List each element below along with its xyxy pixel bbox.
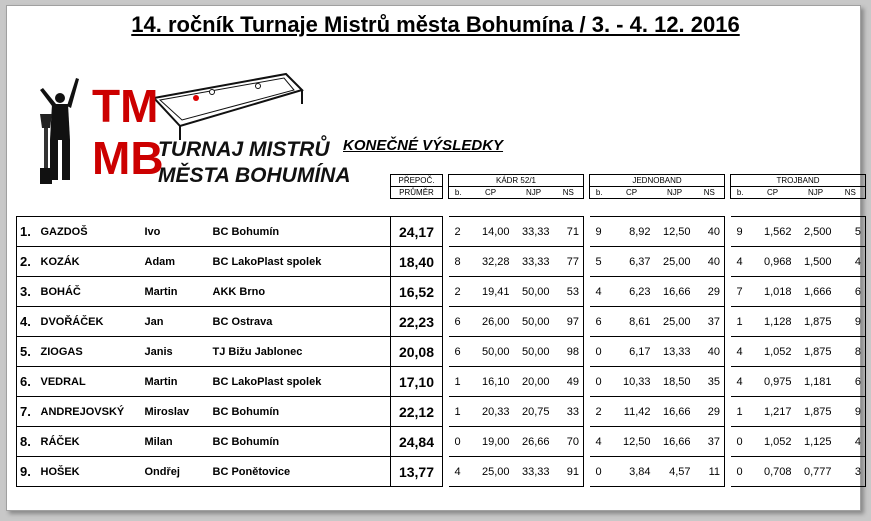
first-name-cell: Adam	[145, 247, 213, 277]
logo-line1: TURNAJ MISTRŮ	[158, 138, 330, 161]
njp-cell: 16,66	[655, 277, 695, 307]
rank-cell: 1.	[17, 217, 41, 247]
ns-cell: 5	[836, 217, 866, 247]
ns-cell: 4	[836, 247, 866, 277]
njp-cell: 16,66	[655, 397, 695, 427]
games-cell: 6	[449, 337, 468, 367]
cp-cell: 0,968	[750, 247, 796, 277]
header-prumer-1: PŘEPOČ.	[391, 175, 443, 187]
njp-cell: 18,50	[655, 367, 695, 397]
ns-cell: 97	[554, 307, 584, 337]
first-name-cell: Martin	[145, 277, 213, 307]
last-name-cell: VEDRAL	[41, 367, 145, 397]
table-row	[17, 367, 866, 397]
average-cell: 22,12	[391, 397, 443, 427]
club-cell: BC Bohumín	[213, 397, 391, 427]
cp-cell: 32,28	[468, 247, 514, 277]
last-name-cell: GAZDOŠ	[41, 217, 145, 247]
games-cell: 6	[449, 307, 468, 337]
player-trophy-icon	[40, 78, 79, 184]
ns-cell: 6	[836, 367, 866, 397]
table-row	[17, 277, 866, 307]
games-cell: 4	[731, 337, 750, 367]
average-cell: 13,77	[391, 457, 443, 487]
header-sub: NJP	[655, 187, 695, 199]
cp-cell: 6,23	[609, 277, 655, 307]
average-cell: 18,40	[391, 247, 443, 277]
table-row	[17, 457, 866, 487]
tournament-logo	[36, 70, 351, 200]
rank-cell: 8.	[17, 427, 41, 457]
column-header	[390, 174, 866, 199]
games-cell: 2	[449, 217, 468, 247]
cp-cell: 1,128	[750, 307, 796, 337]
average-cell: 24,84	[391, 427, 443, 457]
njp-cell: 0,777	[796, 457, 836, 487]
average-cell: 20,08	[391, 337, 443, 367]
njp-cell: 25,00	[655, 247, 695, 277]
ns-cell: 77	[554, 247, 584, 277]
cp-cell: 11,42	[609, 397, 655, 427]
logo-line2: MĚSTA BOHUMÍNA	[158, 164, 351, 187]
cp-cell: 1,018	[750, 277, 796, 307]
club-cell: TJ Bižu Jablonec	[213, 337, 391, 367]
games-cell: 0	[731, 457, 750, 487]
header-sub: b.	[449, 187, 468, 199]
cp-cell: 1,562	[750, 217, 796, 247]
ns-cell: 40	[695, 217, 725, 247]
ns-cell: 35	[695, 367, 725, 397]
club-cell: BC Bohumín	[213, 217, 391, 247]
rank-cell: 9.	[17, 457, 41, 487]
njp-cell: 2,500	[796, 217, 836, 247]
average-cell: 17,10	[391, 367, 443, 397]
games-cell: 1	[449, 367, 468, 397]
club-cell: BC LakoPlast spolek	[213, 247, 391, 277]
club-cell: AKK Brno	[213, 277, 391, 307]
cp-cell: 10,33	[609, 367, 655, 397]
njp-cell: 1,666	[796, 277, 836, 307]
games-cell: 9	[590, 217, 609, 247]
njp-cell: 1,875	[796, 397, 836, 427]
header-sub: b.	[731, 187, 750, 199]
header-group-trojband: TROJBAND	[731, 175, 866, 187]
games-cell: 2	[590, 397, 609, 427]
cp-cell: 6,37	[609, 247, 655, 277]
header-sub: NJP	[796, 187, 836, 199]
cp-cell: 19,41	[468, 277, 514, 307]
cp-cell: 19,00	[468, 427, 514, 457]
ns-cell: 6	[836, 277, 866, 307]
rank-cell: 5.	[17, 337, 41, 367]
games-cell: 1	[731, 307, 750, 337]
header-group-jednoband: JEDNOBAND	[590, 175, 725, 187]
header-sub: NS	[695, 187, 725, 199]
table-row	[17, 397, 866, 427]
first-name-cell: Janis	[145, 337, 213, 367]
cp-cell: 6,17	[609, 337, 655, 367]
table-row	[17, 427, 866, 457]
header-sub: CP	[609, 187, 655, 199]
last-name-cell: BOHÁČ	[41, 277, 145, 307]
ns-cell: 8	[836, 337, 866, 367]
last-name-cell: RÁČEK	[41, 427, 145, 457]
njp-cell: 1,125	[796, 427, 836, 457]
njp-cell: 13,33	[655, 337, 695, 367]
ns-cell: 4	[836, 427, 866, 457]
ns-cell: 53	[554, 277, 584, 307]
njp-cell: 1,181	[796, 367, 836, 397]
games-cell: 4	[449, 457, 468, 487]
results-subtitle: KONEČNÉ VÝSLEDKY	[343, 137, 504, 154]
cp-cell: 20,33	[468, 397, 514, 427]
cp-cell: 3,84	[609, 457, 655, 487]
average-cell: 16,52	[391, 277, 443, 307]
ns-cell: 71	[554, 217, 584, 247]
ns-cell: 33	[554, 397, 584, 427]
club-cell: BC Ponětovice	[213, 457, 391, 487]
results-table	[16, 216, 866, 487]
page-title: 14. ročník Turnaje Mistrů města Bohumína / 3. - 4. 12. 2016	[131, 12, 740, 37]
rank-cell: 4.	[17, 307, 41, 337]
first-name-cell: Ondřej	[145, 457, 213, 487]
last-name-cell: ZIOGAS	[41, 337, 145, 367]
ns-cell: 37	[695, 427, 725, 457]
njp-cell: 1,875	[796, 337, 836, 367]
table-row	[17, 307, 866, 337]
njp-cell: 1,500	[796, 247, 836, 277]
ns-cell: 29	[695, 277, 725, 307]
average-cell: 24,17	[391, 217, 443, 247]
games-cell: 5	[590, 247, 609, 277]
games-cell: 7	[731, 277, 750, 307]
games-cell: 0	[731, 427, 750, 457]
club-cell: BC Ostrava	[213, 307, 391, 337]
cp-cell: 1,052	[750, 427, 796, 457]
ns-cell: 49	[554, 367, 584, 397]
cp-cell: 0,975	[750, 367, 796, 397]
rank-cell: 2.	[17, 247, 41, 277]
cp-cell: 12,50	[609, 427, 655, 457]
header-sub: CP	[750, 187, 796, 199]
njp-cell: 33,33	[514, 217, 554, 247]
ns-cell: 40	[695, 337, 725, 367]
njp-cell: 16,66	[655, 427, 695, 457]
njp-cell: 26,66	[514, 427, 554, 457]
games-cell: 9	[731, 217, 750, 247]
header-group-kadr: KÁDR 52/1	[449, 175, 584, 187]
ns-cell: 9	[836, 397, 866, 427]
last-name-cell: HOŠEK	[41, 457, 145, 487]
cp-cell: 16,10	[468, 367, 514, 397]
games-cell: 4	[731, 367, 750, 397]
last-name-cell: ANDREJOVSKÝ	[41, 397, 145, 427]
ns-cell: 37	[695, 307, 725, 337]
last-name-cell: KOZÁK	[41, 247, 145, 277]
njp-cell: 25,00	[655, 307, 695, 337]
ns-cell: 9	[836, 307, 866, 337]
games-cell: 4	[590, 427, 609, 457]
ns-cell: 91	[554, 457, 584, 487]
header-sub: b.	[590, 187, 609, 199]
first-name-cell: Ivo	[145, 217, 213, 247]
ns-cell: 11	[695, 457, 725, 487]
ns-cell: 40	[695, 247, 725, 277]
club-cell: BC LakoPlast spolek	[213, 367, 391, 397]
rank-cell: 3.	[17, 277, 41, 307]
header-sub: NS	[554, 187, 584, 199]
games-cell: 0	[590, 337, 609, 367]
header-sub: NS	[836, 187, 866, 199]
games-cell: 2	[449, 277, 468, 307]
games-cell: 8	[449, 247, 468, 277]
njp-cell: 20,75	[514, 397, 554, 427]
games-cell: 6	[590, 307, 609, 337]
cp-cell: 8,61	[609, 307, 655, 337]
njp-cell: 33,33	[514, 457, 554, 487]
njp-cell: 33,33	[514, 247, 554, 277]
ns-cell: 29	[695, 397, 725, 427]
cp-cell: 14,00	[468, 217, 514, 247]
rank-cell: 6.	[17, 367, 41, 397]
njp-cell: 50,00	[514, 277, 554, 307]
cp-cell: 0,708	[750, 457, 796, 487]
njp-cell: 1,875	[796, 307, 836, 337]
table-row	[17, 337, 866, 367]
cp-cell: 8,92	[609, 217, 655, 247]
club-cell: BC Bohumín	[213, 427, 391, 457]
header-prumer-2: PRŮMĚR	[391, 187, 443, 199]
first-name-cell: Miroslav	[145, 397, 213, 427]
njp-cell: 50,00	[514, 307, 554, 337]
games-cell: 0	[590, 457, 609, 487]
ns-cell: 70	[554, 427, 584, 457]
first-name-cell: Martin	[145, 367, 213, 397]
njp-cell: 12,50	[655, 217, 695, 247]
cp-cell: 1,052	[750, 337, 796, 367]
games-cell: 0	[449, 427, 468, 457]
first-name-cell: Jan	[145, 307, 213, 337]
first-name-cell: Milan	[145, 427, 213, 457]
rank-cell: 7.	[17, 397, 41, 427]
header-sub: CP	[468, 187, 514, 199]
table-row	[17, 217, 866, 247]
logo-letters-top: TM	[92, 80, 159, 132]
logo-letters-bottom: MB	[92, 132, 164, 184]
last-name-cell: DVOŘÁČEK	[41, 307, 145, 337]
games-cell: 4	[590, 277, 609, 307]
games-cell: 1	[449, 397, 468, 427]
games-cell: 4	[731, 247, 750, 277]
cp-cell: 25,00	[468, 457, 514, 487]
cp-cell: 50,00	[468, 337, 514, 367]
table-row	[17, 247, 866, 277]
ns-cell: 3	[836, 457, 866, 487]
cp-cell: 26,00	[468, 307, 514, 337]
cp-cell: 1,217	[750, 397, 796, 427]
njp-cell: 20,00	[514, 367, 554, 397]
average-cell: 22,23	[391, 307, 443, 337]
games-cell: 1	[731, 397, 750, 427]
games-cell: 0	[590, 367, 609, 397]
header-sub: NJP	[514, 187, 554, 199]
ns-cell: 98	[554, 337, 584, 367]
njp-cell: 4,57	[655, 457, 695, 487]
njp-cell: 50,00	[514, 337, 554, 367]
billiard-table-icon	[154, 74, 302, 140]
